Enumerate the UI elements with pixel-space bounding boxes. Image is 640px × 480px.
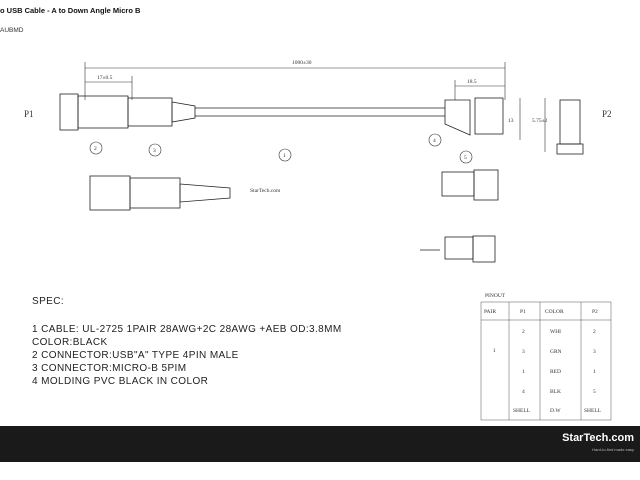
pin-color-r4: BLK — [550, 389, 561, 395]
pinout-header-pair: PAIR — [484, 309, 497, 315]
pin-p2-r3: 1 — [593, 369, 596, 375]
callout-5: 5 — [464, 155, 467, 161]
pinout-header-p2: P2 — [592, 309, 598, 315]
spec-line-4: 3 CONNECTOR:MICRO-B 5PIM — [32, 363, 187, 374]
dim-height2: 5.75±2 — [532, 118, 548, 124]
dim-height: 13 — [508, 118, 514, 124]
spec-line-2: COLOR:BLACK — [32, 337, 108, 348]
cable-top-view — [60, 94, 583, 154]
p2-label: P2 — [602, 109, 612, 119]
pin-p2-r5: SHELL — [584, 408, 602, 414]
spec-line-3: 2 CONNECTOR:USB"A" TYPE 4PIN MALE — [32, 350, 239, 361]
callout-1: 2 — [94, 146, 97, 152]
tagline: Hard-to-find made easy — [592, 447, 634, 452]
callout-2: 3 — [153, 148, 156, 154]
pin-color-r1: WHI — [550, 329, 561, 335]
pinout-header-color: COLOR — [545, 309, 564, 315]
pin-p1-r3: 1 — [522, 369, 525, 375]
pin-color-r3: RED — [550, 369, 561, 375]
startech-logo: StarTech.com — [562, 432, 634, 444]
pin-p1-r1: 2 — [522, 329, 525, 335]
spec-line-5: 4 MOLDING PVC BLACK IN COLOR — [32, 376, 209, 387]
callout-4: 4 — [433, 138, 436, 144]
spec-heading: SPEC: — [32, 296, 65, 307]
part-number: AUBMD — [0, 27, 24, 34]
dimension-lines — [85, 62, 545, 152]
pin-color-r5: D.W — [550, 408, 561, 414]
pin-p1-r5: SHELL — [513, 408, 531, 414]
pin-p1-r2: 3 — [522, 349, 525, 355]
dim-left: 17±0.5 — [97, 75, 113, 81]
pinout-table — [481, 302, 611, 420]
dim-total: 1000±30 — [292, 60, 312, 66]
pinout-pair-value: 1 — [493, 348, 496, 354]
overmold-brand: StarTech.com — [250, 188, 281, 194]
dim-right: 18.5 — [467, 79, 477, 85]
p1-label: P1 — [24, 109, 34, 119]
spec-line-1: 1 CABLE: UL-2725 1PAIR 28AWG+2C 28AWG +AEB OD:3.8MM — [32, 324, 342, 335]
callout-circles — [90, 134, 472, 163]
cable-side-view — [90, 170, 498, 262]
pinout-title: PINOUT — [485, 293, 506, 299]
document-title: o USB Cable - A to Down Angle Micro B — [0, 6, 141, 15]
pin-p2-r2: 3 — [593, 349, 596, 355]
footer-bar — [0, 426, 640, 462]
callout-3: 1 — [283, 153, 286, 159]
pin-p1-r4: 4 — [522, 389, 525, 395]
pinout-header-p1: P1 — [520, 309, 526, 315]
pin-p2-r4: 5 — [593, 389, 596, 395]
pin-p2-r1: 2 — [593, 329, 596, 335]
pin-color-r2: GRN — [550, 349, 562, 355]
